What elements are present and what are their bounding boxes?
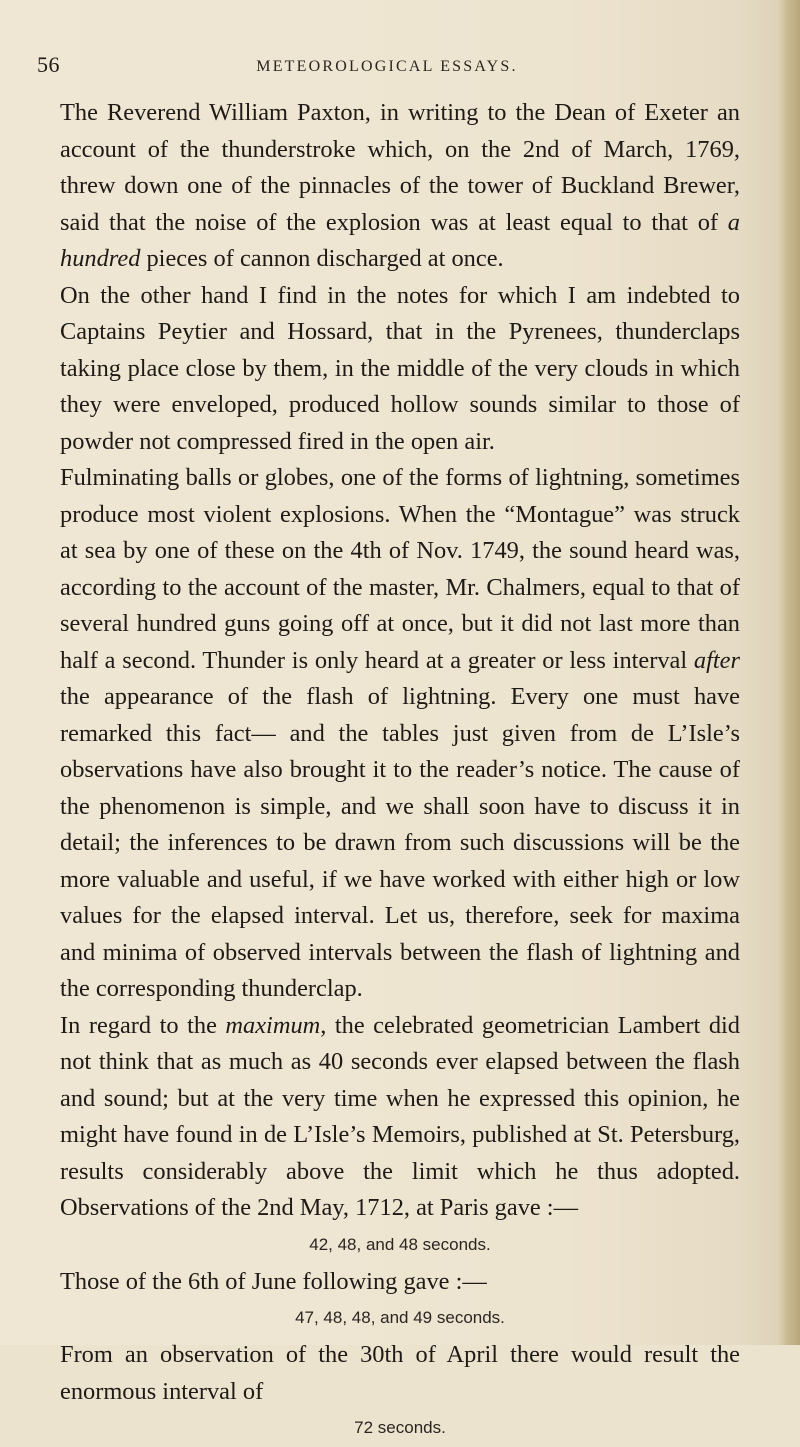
- running-head: METEOROLOGICAL ESSAYS.: [256, 58, 518, 75]
- measurement-1712: 42, 48, and 48 seconds.: [309, 1234, 491, 1254]
- body-text: [60, 95, 740, 1447]
- paragraph-fulminating: Fulminating balls or globes, one of the forms of lightning, sometimes produce most violent explosions. When the “Montague” was struck at sea by one of these on the 4th of Nov. 1749, the sound heard was, according to the account of the master, Mr. Chalmers, equal to that of several hundred guns going off at once, but it did not last more than half a second. Thunder is only heard at a greater or less interval after the appearance of the flash of lightning. Every one must have remarked this fact— and the tables just given from de L’Isle’s observations have also brought it to the reader’s notice. The cause of the phenomenon is simple, and we shall soon have to discuss it in detail; the inferences to be drawn from such discussions will be the more valuable and useful, if we have worked with either high or low values for the elapsed interval. Let us, therefore, seek for maxima and minima of observed intervals between the flash of lightning and the corresponding thunderclap.: [60, 464, 740, 1002]
- paragraph-maximum: In regard to the maximum, the celebrated geometrician Lambert did not think that as much as 40 seconds ever elapsed between the flash and sound; but at the very time when he expressed this opinion, he might have found in de L’Isle’s Memoirs, published at St. Petersburg, results considerably above the limit which he thus adopted. Observations of the 2nd May, 1712, at Paris gave :—: [60, 1011, 741, 1221]
- paragraph-april: From an observation of the 30th of April there would result the enormous interval of: [60, 1341, 740, 1405]
- emphasis-hundred: a hundred: [60, 208, 740, 272]
- measurement-april: 72 seconds.: [354, 1418, 446, 1437]
- page-edge-shading: [778, 0, 800, 1345]
- paragraph-pyrenees: On the other hand I find in the notes for which I am indebted to Captains Peytier and Hossard, that in the Pyrenees, thunderclaps taking place close by them, in the middle of the very clouds in which they were enveloped, produced hollow sounds similar to those of powder not compressed fired in the open air.: [60, 281, 740, 455]
- page-header: [37, 52, 737, 82]
- emphasis-after: after: [693, 646, 740, 674]
- measurement-june: 47, 48, 48, and 49 seconds.: [295, 1308, 505, 1327]
- emphasis-maximum: maximum,: [225, 1011, 327, 1039]
- paragraph-june: Those of the 6th of June following gave :—: [60, 1267, 487, 1295]
- paragraph-paxton: The Reverend William Paxton, in writing to the Dean of Exeter an account of the thunderstroke which, on the 2nd of March, 1769, threw down one of the pinnacles of the tower of Buckland Brewer, said that the noise of the explosion was at least equal to that of a hundred pieces of cannon discharged at once.: [60, 99, 740, 272]
- page-number: 56: [37, 52, 60, 77]
